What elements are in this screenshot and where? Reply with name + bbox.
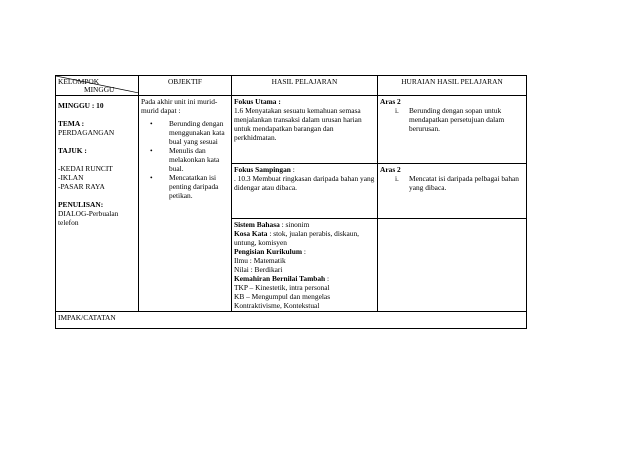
objektif-cell: [139, 96, 232, 312]
sistem-bahasa-label: Sistem Bahasa: [234, 220, 280, 229]
kontrak-line: Kontraktivisme, Kontekstual: [234, 301, 320, 310]
minggu-header-label: MINGGU: [84, 85, 115, 94]
huraian-text: Berunding dengan sopan untuk mendapatkan persetujuan dalam berurusan.: [409, 106, 505, 133]
huraian-text: Mencatat isi daripada pelbagai bahan yang dibaca.: [409, 174, 519, 192]
pengisian-kurikulum-label: Pengisian Kurikulum: [234, 247, 302, 256]
nilai-line: Nilai : Berdikari: [234, 265, 283, 274]
impak-cell: IMPAK/CATATAN: [56, 312, 527, 329]
lesson-plan-table: [55, 75, 527, 329]
kb-line: KB – Mengumpul dan mengelas: [234, 292, 331, 301]
tema-label: TEMA :: [58, 119, 85, 128]
huraian-header: HURAIAN HASIL PELAJARAN: [378, 76, 527, 96]
kemahiran-label: Kemahiran Bernilai Tambah: [234, 274, 326, 283]
impak-row: [56, 312, 527, 329]
fokus-utama-title: Fokus Utama :: [234, 97, 281, 106]
tajuk-item: -KEDAI RUNCIT: [58, 164, 113, 173]
content-row-1: [56, 96, 527, 164]
objektif-item: • Berunding dengan menggunakan kata bual yang sesuai: [169, 119, 229, 146]
roman-numeral: i.: [395, 174, 399, 183]
huraian-cell-2: [378, 164, 527, 219]
tkp-line: TKP – Kinestetik, intra personal: [234, 283, 330, 292]
ilmu-line: Ilmu : Matematik: [234, 256, 286, 265]
kosa-kata-label: Kosa Kata: [234, 229, 268, 238]
objektif-item: • Menulis dan melakonkan kata bual.: [169, 146, 229, 173]
left-info-cell: [56, 96, 139, 312]
objektif-item: • Mencatatkan isi penting daripada petikan.: [169, 173, 229, 200]
hasil-pelajaran-header: HASIL PELAJARAN: [232, 76, 378, 96]
extra-info-cell: [232, 219, 378, 312]
fokus-sampingan-title: Fokus Sampingan: [234, 165, 291, 174]
sistem-bahasa-value: : sinonim: [279, 220, 310, 229]
fokus-sampingan-colon: :: [290, 165, 295, 174]
huraian-item: [380, 174, 524, 192]
objektif-list: [141, 119, 229, 200]
tajuk-label: TAJUK :: [58, 146, 87, 155]
pengisian-colon: :: [301, 247, 306, 256]
fokus-sampingan-text: . 10.3 Membuat ringkasan daripada bahan yang didengar atau dibaca.: [234, 174, 375, 192]
tajuk-item: -PASAR RAYA: [58, 182, 105, 191]
minggu-value: MINGGU : 10: [58, 101, 104, 110]
fokus-sampingan-cell: [232, 164, 378, 219]
kelompok-label: KELOMPOK: [58, 77, 100, 86]
fokus-utama-text: 1.6 Menyatakan sesuatu kemahuan semasa menjalankan transaksi dalam urusan harian untuk mendapatkan barangan dan perkhidmatan.: [234, 106, 362, 142]
empty-cell: [378, 219, 527, 312]
kemahiran-colon: :: [325, 274, 330, 283]
huraian-item: [380, 106, 524, 133]
tajuk-item: -IKLAN: [58, 173, 84, 182]
penulisan-value: DIALOG-Perbualan telefon: [58, 209, 119, 227]
aras-label: Aras 2: [380, 165, 401, 174]
roman-numeral: i.: [395, 106, 399, 115]
penulisan-label: PENULISAN:: [58, 200, 104, 209]
fokus-utama-cell: [232, 96, 378, 164]
kosa-kata-value: : stok, jualan perabis, diskaun, untung, komisyen: [234, 229, 360, 247]
header-row: [56, 76, 527, 96]
aras-label: Aras 2: [380, 97, 401, 106]
objektif-intro: Pada akhir unit ini murid-murid dapat :: [141, 97, 218, 115]
objektif-header: OBJEKTIF: [139, 76, 232, 96]
tema-value: PERDAGANGAN: [58, 128, 115, 137]
huraian-cell-1: [378, 96, 527, 164]
kelompok-minggu-header: [56, 76, 139, 96]
